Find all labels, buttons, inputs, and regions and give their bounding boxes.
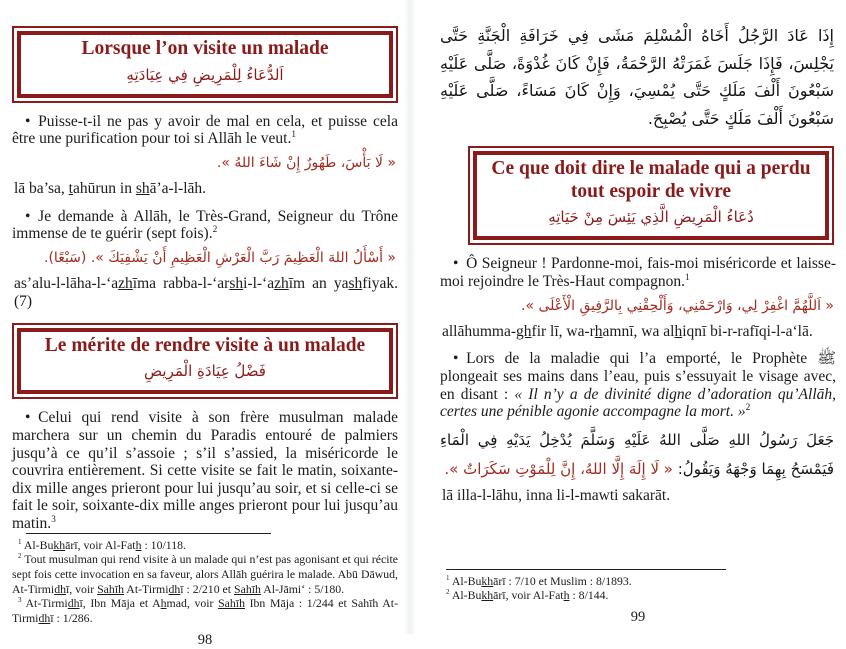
- bullet-paragraph: • Lors de la maladie qui l’a emporté, le Prophète ﷺ plongeait ses mains dans l’eau, puis s’essuyait le visage avec, en disant : « Il n’y a de divinité digne d’adoration qu’Allāh, certes une pénible agonie accompagne la mort. »$^2$: [440, 350, 836, 421]
- footnote-divider: [446, 569, 726, 570]
- title-box-inner: [473, 151, 829, 240]
- transliteration: lā illa-l-lāhu, inna li-l-mawti sakarāt.: [442, 487, 671, 505]
- footnote-divider: [26, 533, 271, 534]
- footnote: $^2$ Tout musulman qui rend visite à un malade qui n’est pas agonisant et qui récite sept fois cette invocation en sa faveur, alors Allāh guérira le malade. Abū Dāwud, At-Tirmidhī, voir Sahīh At-Tirmidhī : 2/210 et Sahīh Al-Jāmi‘ : 5/180.: [12, 552, 398, 596]
- page-gutter: [404, 0, 416, 634]
- page-right: [416, 0, 846, 634]
- arabic-quote: « أَسْأَلُ اللهَ الْعَظِيمَ رَبَّ الْعَرْشِ الْعَظِيمِ أَنْ يَشْفِيَكَ ». (سَبْعًا).: [44, 250, 396, 267]
- section-title-line2: tout espoir de vivre: [570, 180, 732, 202]
- title-box-inner: [17, 328, 393, 395]
- transliteration: as’alu-l-lāha-l-‘azhīma rabba-l-‘arshi-l-‘azhīm an yashfiyak. (7): [14, 275, 398, 310]
- arabic-hadith-with-quote: جَعَلَ رَسُولُ اللهِ صَلَّى اللهُ عَلَيْهِ وَسَلَّمَ يُدْخِلُ يَدَيْهِ فِي الْمَاءِ فَيَمْسَحُ بِهِمَا وَجْهَهُ وَيَقُولُ: « لَا إِلَهَ إِلَّا اللهُ، إِنَّ لِلْمَوْتِ سَكَرَاتٌ ».: [440, 431, 834, 478]
- bullet-paragraph: • Celui qui rend visite à son frère musulman malade marchera sur un chemin du Paradis entouré de palmiers jusqu’à ce qu’il s’assoie ; s’il s’assied, la miséricorde le couvrira entièrement. Si cette visite se fait le matin, soixante-dix mille anges prieront pour lui jusqu’au soir, et si celle-ci se fait le soir, soixante-dix mille anges prieront pour lui jusqu’au matin.$^3$: [12, 409, 398, 533]
- bullet-paragraph: • Je demande à Allāh, le Très-Grand, Seigneur du Trône immense de te guérir (sept fois).$^2$: [12, 207, 398, 243]
- page-footer: [440, 569, 836, 626]
- page-number: 99: [630, 609, 646, 625]
- page-left: [0, 0, 404, 648]
- title-box-visite-malade: [12, 26, 398, 103]
- arabic-quote: « اَللَّهُمَّ اغْفِرْ لِي، وَارْحَمْنِي، وَأَلْحِقْنِي بِالرَّفِيقِ الْأَعْلَى ».: [521, 297, 834, 314]
- footnote: $^2$ Al-Bukhārī, voir Al-Fath : 8/144.: [446, 588, 609, 603]
- footnote: $^3$ At-Tirmidhī, Ibn Māja et Ahmad, voir Sahīh Ibn Māja : 1/244 et Sahīh At-Tirmidhī : 1/286.: [12, 596, 398, 625]
- section-title: Lorsque l’on visite un malade: [81, 38, 329, 59]
- title-box-merite-visite: [12, 323, 398, 400]
- bullet-paragraph: • Puisse-t-il ne pas y avoir de mal en cela, et puisse cela être une purification pour toi si Allāh le veut.$^1$: [12, 112, 398, 148]
- section-title-arabic: دُعَاءُ الْمَرِيضِ الَّذِي يَئِسَ مِنْ حَيَاتِهِ: [548, 208, 754, 227]
- section-title-line1: Ce que doit dire le malade qui a perdu: [491, 158, 811, 180]
- footnote: $^1$ Al-Bukhārī : 7/10 et Muslim : 8/1893.: [446, 573, 632, 588]
- transliteration: lā ba’sa, tahūrun in shā’a-l-lāh.: [14, 180, 207, 198]
- page-number: 98: [197, 631, 213, 648]
- footnote: $^1$ Al-Bukhārī, voir Al-Fath : 10/118.: [18, 537, 186, 552]
- transliteration: allāhumma-ghfir lī, wa-rhamnī, wa alhiqnī bi-r-rafīqi-l-a‘lā.: [442, 322, 813, 340]
- title-box-malade-espoir: [468, 146, 834, 245]
- bullet-paragraph: • Ô Seigneur ! Pardonne-moi, fais-moi miséricorde et laisse-moi rejoindre le Très-Haut compagnon.$^1$: [440, 255, 836, 290]
- arabic-quote: « لَا بَأْسَ، طَهُورٌ إِنْ شَاءَ اللهُ ».: [216, 154, 396, 171]
- section-title-arabic: اَلدُّعَاءُ لِلْمَرِيضِ فِي عِيَادَتِهِ: [126, 65, 284, 84]
- section-title: Le mérite de rendre visite à un malade: [44, 334, 366, 356]
- title-box-inner: [17, 31, 393, 98]
- arabic-hadith-text: إِذَا عَادَ الرَّجُلُ أَخَاهُ الْمُسْلِمَ مَشَى فِي خَرَافَةِ الْجَنَّةِ حَتَّى يَجْلِسَ، فَإِذَا جَلَسَ غَمَرَتْهُ الرَّحْمَةُ، فَإِنْ كَانَ غُدْوَةً، صَلَّى عَلَيْهِ سَبْعُونَ أَلْفَ مَلَكٍ حَتَّى يُمْسِيَ، وَإِنْ كَانَ مَسَاءً، صَلَّى عَلَيْهِ سَبْعُونَ أَلْفَ مَلَكٍ حَتَّى يُصْبِحَ.: [440, 26, 834, 128]
- page-footer: [12, 533, 398, 649]
- section-title-arabic: فَضْلُ عِيَادَةِ الْمَرِيضِ: [144, 362, 266, 381]
